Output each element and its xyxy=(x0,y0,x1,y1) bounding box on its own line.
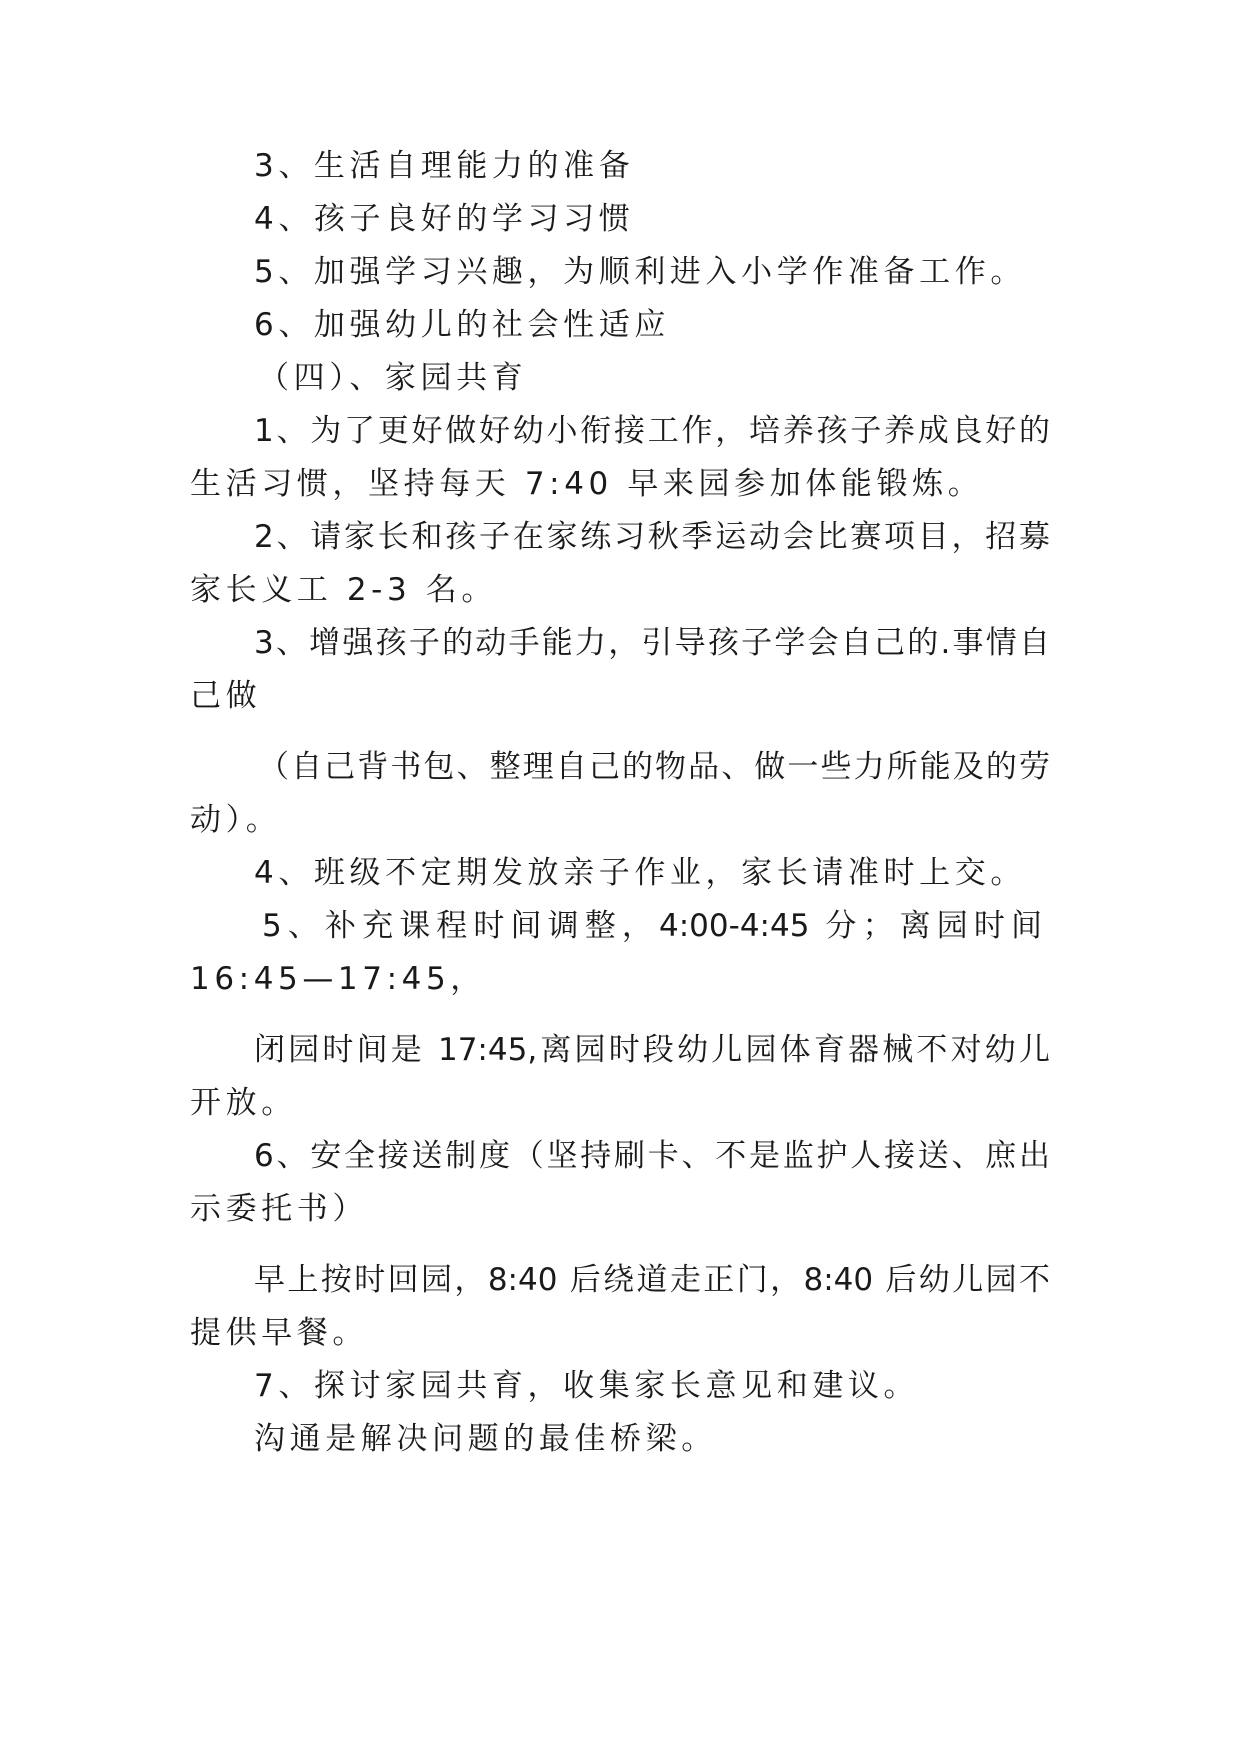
text-line: 示委托书） xyxy=(190,1191,368,1227)
text-line: 3、生活自理能力的准备 xyxy=(254,148,635,184)
text-line: 4、班级不定期发放亲子作业，家长请准时上交。 xyxy=(254,855,1026,891)
text-line: 提供早餐。 xyxy=(190,1315,368,1351)
text-line: 3、增强孩子的动手能力，引导孩子学会自己的.事情自 xyxy=(254,625,1050,661)
text-line: 7、探讨家园共育，收集家长意见和建议。 xyxy=(254,1368,920,1404)
text-line: 5、补充课程时间调整，4:00-4:45 分；离园时间 xyxy=(262,908,1042,944)
text-line: 4、孩子良好的学习习惯 xyxy=(254,201,635,237)
text-line: 开放。 xyxy=(190,1085,297,1121)
text-line: 2、请家长和孩子在家练习秋季运动会比赛项目，招募 xyxy=(254,519,1050,555)
section-heading: （四）、家园共育 xyxy=(258,360,528,396)
text-line: 生活习惯，坚持每天 7:40 早来园参加体能锻炼。 xyxy=(190,466,984,502)
text-line: 16:45—17:45， xyxy=(190,961,486,997)
text-line: 早上按时回园，8:40 后绕道走正门，8:40 后幼儿园不 xyxy=(254,1262,1050,1298)
text-line: 6、安全接送制度（坚持刷卡、不是监护人接送、庶出 xyxy=(254,1138,1050,1174)
text-line: 5、加强学习兴趣，为顺利进入小学作准备工作。 xyxy=(254,254,1026,290)
text-line: 沟通是解决问题的最佳桥梁。 xyxy=(254,1421,717,1457)
text-line: 家长义工 2-3 名。 xyxy=(190,572,497,608)
text-line: 动）。 xyxy=(190,802,282,838)
text-line: 6、加强幼儿的社会性适应 xyxy=(254,307,670,343)
text-line: （自己背书包、整理自己的物品、做一些力所能及的劳 xyxy=(258,749,1050,785)
text-line: 闭园时间是 17:45,离园时段幼儿园体育器械不对幼儿 xyxy=(254,1032,1050,1068)
text-line: 己做 xyxy=(190,678,262,714)
text-line: 1、为了更好做好幼小衔接工作，培养孩子养成良好的 xyxy=(254,413,1050,449)
